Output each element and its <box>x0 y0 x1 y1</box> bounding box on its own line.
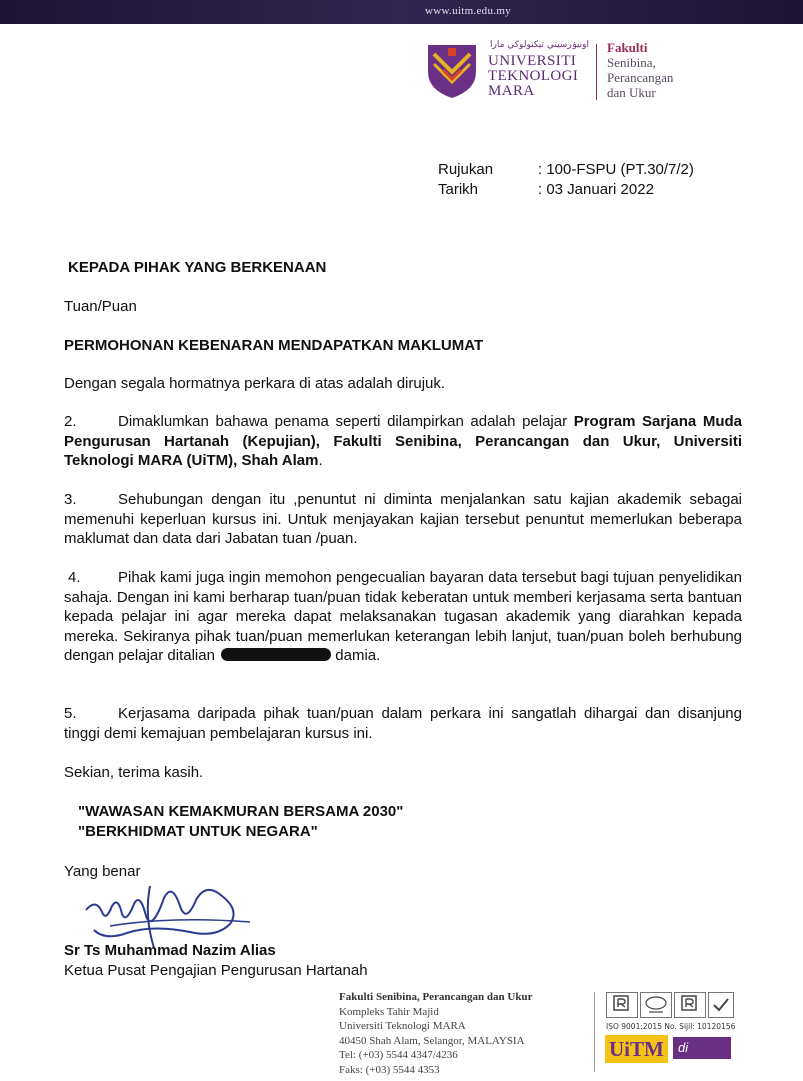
programme-name: Program Sarjana Muda Pengurusan Hartanah (Kepujian), Fakulti Senibina, Perancangan dan Ukur, Universiti Teknologi MARA (UiTM), Shah Alam <box>64 413 742 469</box>
uitm-di-hatiku-logo <box>605 1035 731 1077</box>
letter-subject: PERMOHONAN KEBENARAN MENDAPATKAN MAKLUMAT <box>64 337 484 354</box>
university-name-line: MARA <box>488 83 535 99</box>
address-line: Faks: (+03) 5544 4353 <box>339 1063 440 1076</box>
slogan-line: "WAWASAN KEMAKMURAN BERSAMA 2030" <box>78 803 404 820</box>
closing-line: Sekian, terima kasih. <box>64 764 204 781</box>
paragraph-number: 4. <box>68 569 81 586</box>
certification-badge-icon <box>674 992 706 1018</box>
logo-divider <box>596 44 597 100</box>
uitm-crest-icon <box>425 42 479 100</box>
address-line: Kompleks Tahir Majid <box>339 1005 439 1018</box>
signatory-name: Sr Ts Muhammad Nazim Alias <box>64 942 276 959</box>
salutation: Tuan/Puan <box>64 298 137 315</box>
paragraph-text: Kerjasama daripada pihak tuan/puan dalam perkara ini sangatlah dihargai dan disanjung tinggi demi kemajuan pembelajaran kursus ini. <box>64 705 742 742</box>
university-name-line: TEKNOLOGI <box>488 68 579 84</box>
paragraph-number: 5. <box>64 705 77 722</box>
paragraph-text: Sehubungan dengan itu ,penuntut ni diminta menjalankan satu kajian akademik sebagai memenuhi keperluan kursus ini. Untuk menjayakan kajian tersebut penuntut memerlukan beberapa maklumat dan data dari Jabatan tuan /puan. <box>64 491 742 547</box>
signatory-title: Ketua Pusat Pengajian Pengurusan Hartanah <box>64 962 368 979</box>
redacted-phone-number <box>221 648 331 661</box>
paragraph-number: 2. <box>64 413 77 430</box>
date-row <box>438 180 694 200</box>
paragraph-text: Dimaklumkan bahawa penama seperti dilampirkan adalah pelajar <box>118 413 574 430</box>
paragraph-text: Pihak kami juga ingin memohon pengecualian bayaran data tersebut bagi tujuan penyelidikan sahaja. Dengan ini kami berharap tuan/puan tidak keberatan untuk memberi kerjasama serta bantuan kepada pelajar ini agar mereka dapat melaksanakan tugasan akademik yang diarahkan kepada mereka. Sekiranya pihak tuan/puan memerlukan keterangan lebih lanjut, tuan/puan boleh berhubung dengan pelajar ditalian <box>64 569 742 664</box>
footer-address <box>339 990 532 1077</box>
faculty-name <box>607 40 673 100</box>
top-banner <box>0 0 803 24</box>
paragraph-4 <box>64 568 742 666</box>
paragraph-end: . <box>318 452 323 469</box>
reference-label: Rujukan <box>438 161 494 178</box>
certification-badge-icon <box>606 992 638 1018</box>
address-line: Universiti Teknologi MARA <box>339 1020 466 1032</box>
university-name <box>488 54 588 99</box>
faculty-line: Senibina, <box>607 55 656 70</box>
recipient-heading: KEPADA PIHAK YANG BERKENAAN <box>68 259 327 276</box>
paragraph-5 <box>64 704 742 743</box>
university-jawi-name: اونيۏرسيتي تيكنولوڬي مارا <box>490 40 590 50</box>
reference-block <box>438 160 694 200</box>
sign-off: Yang benar <box>64 863 141 880</box>
opening-line: Dengan segala hormatnya perkara di atas adalah dirujuk. <box>64 375 446 392</box>
website-url: www.uitm.edu.my <box>425 5 511 17</box>
slogan-line: "BERKHIDMAT UNTUK NEGARA" <box>78 823 318 840</box>
address-line: 40450 Shah Alam, Selangor, MALAYSIA <box>339 1034 525 1047</box>
university-name-line: UNIVERSITI <box>488 53 577 69</box>
address-line: Tel: (+03) 5544 4347/4236 <box>339 1049 458 1061</box>
paragraph-3 <box>64 490 742 549</box>
paragraph-end: damia. <box>335 647 381 664</box>
paragraph-2 <box>64 412 742 471</box>
footer-divider <box>594 992 595 1072</box>
certification-logos <box>606 992 732 1018</box>
date-label: Tarikh <box>438 181 479 198</box>
brand-uitm: UiTM <box>605 1035 668 1063</box>
date-value: : 03 Januari 2022 <box>538 181 654 198</box>
sirim-badge-icon <box>640 992 672 1018</box>
faculty-line: dan Ukur <box>607 85 656 100</box>
iso-certificate-caption: ISO 9001:2015 No. Sijil: 10120156 <box>606 1022 736 1031</box>
address-line: Fakulti Senibina, Perancangan dan Ukur <box>339 991 533 1003</box>
reference-row <box>438 160 694 180</box>
reference-value: : 100-FSPU (PT.30/7/2) <box>538 161 694 178</box>
faculty-line: Fakulti <box>607 40 648 55</box>
checkmark-badge-icon <box>708 992 734 1018</box>
brand-tagline: di hatiku <box>673 1037 731 1059</box>
faculty-line: Perancangan <box>607 70 674 85</box>
paragraph-number: 3. <box>64 491 77 508</box>
